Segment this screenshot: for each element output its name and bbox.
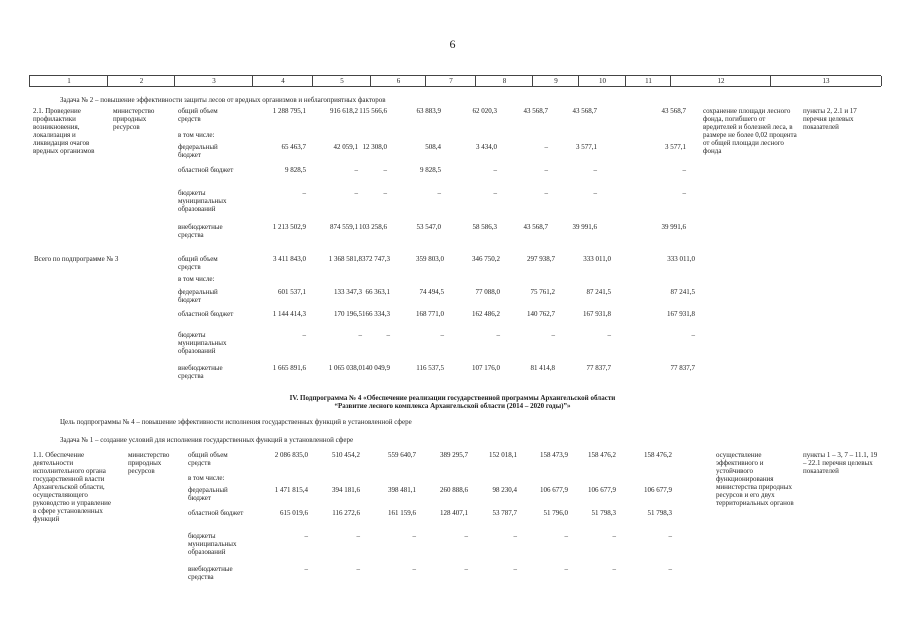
value-cell: –	[304, 565, 308, 573]
value-cell: 106 677,9	[588, 486, 616, 494]
col-header-3: 3	[174, 76, 253, 86]
value-cell: 43 568,7	[661, 107, 686, 115]
value-cell: 98 230,4	[492, 486, 517, 494]
value-cell: 58 586,3	[472, 223, 497, 231]
value-cell: 167 931,8	[667, 310, 695, 318]
value-cell: 140 762,7	[527, 310, 555, 318]
value-cell: –	[356, 532, 360, 540]
value-cell: –	[682, 166, 686, 174]
value-cell: 53 547,0	[416, 223, 441, 231]
result-block2: осуществление эффективного и устойчивого функционирования министерства природных ресурсов и его двух территориальных органов	[716, 451, 794, 507]
row-label: бюджеты муниципальных образований	[188, 532, 237, 556]
value-cell: –	[607, 331, 611, 339]
value-cell: 874 559,1	[330, 223, 358, 231]
value-cell: 398 481,1	[388, 486, 416, 494]
value-cell: –	[464, 532, 468, 540]
row-label: федеральный бюджет	[188, 486, 228, 502]
row-label: в том числе:	[188, 474, 225, 482]
value-cell: 359 803,0	[416, 255, 444, 263]
value-cell: 103 258,6	[359, 223, 387, 231]
value-cell: 77 837,7	[586, 364, 611, 372]
value-cell: 3 577,1	[576, 143, 597, 151]
value-cell: 161 159,6	[388, 509, 416, 517]
value-cell: 167 931,8	[583, 310, 611, 318]
value-cell: 42 059,1	[333, 143, 358, 151]
col-header-1: 1	[29, 76, 108, 86]
value-cell: –	[564, 532, 568, 540]
value-cell: –	[437, 189, 441, 197]
value-cell: –	[593, 189, 597, 197]
activity-1-1: 1.1. Обеспечение деятельности исполнительного органа государственной власти Архангельской области, осуществляющего руководство и управление в сфере установленных функций	[33, 451, 112, 523]
value-cell: 158 476,2	[644, 451, 672, 459]
value-cell: 559 640,7	[388, 451, 416, 459]
value-cell: 53 787,7	[492, 509, 517, 517]
value-cell: 51 798,3	[647, 509, 672, 517]
value-cell: –	[354, 189, 358, 197]
task-1-heading: Задача № 1 – создание условий для исполнения государственных функций в установленной сфере	[60, 436, 354, 444]
value-cell: –	[544, 166, 548, 174]
value-cell: 1 368 581,8	[328, 255, 362, 263]
value-cell: 168 771,0	[416, 310, 444, 318]
subprogram-title-line1: IV. Подпрограмма № 4 «Обеспечение реализации государственной программы Архангельской области	[289, 394, 616, 402]
subprogram-goal: Цель подпрограммы № 4 – повышение эффективности исполнения государственных функций в установленной сфере	[60, 418, 412, 426]
value-cell: 81 414,8	[530, 364, 555, 372]
value-cell: –	[356, 565, 360, 573]
value-cell: 3 411 843,0	[273, 255, 306, 263]
task-2-heading: Задача № 2 – повышение эффективности защиты лесов от вредных организмов и неблагоприятных факторов	[60, 96, 386, 104]
page-number: 6	[449, 37, 456, 51]
value-cell: 1 213 502,9	[272, 223, 306, 231]
row-label: бюджеты муниципальных образований	[178, 331, 227, 355]
subprogram-title-line2: “Развитие лесного комплекса Архангельской области (2014 – 2020 годы)”»	[334, 402, 571, 410]
value-cell: 1 065 038,0	[328, 364, 362, 372]
value-cell: –	[493, 189, 497, 197]
col-header-10: 10	[578, 76, 626, 86]
value-cell: 615 019,6	[280, 509, 308, 517]
value-cell: 1 665 891,6	[272, 364, 306, 372]
value-cell: –	[354, 166, 358, 174]
value-cell: 152 018,1	[489, 451, 517, 459]
value-cell: 87 241,5	[586, 288, 611, 296]
value-cell: 158 476,2	[588, 451, 616, 459]
value-cell: –	[682, 189, 686, 197]
value-cell: 106 677,9	[540, 486, 568, 494]
executor-block1: министерство природных ресурсов	[113, 107, 155, 131]
value-cell: –	[383, 166, 387, 174]
value-cell: –	[668, 532, 672, 540]
value-cell: –	[302, 331, 306, 339]
value-cell: 39 991,6	[572, 223, 597, 231]
value-cell: 77 837,7	[670, 364, 695, 372]
row-label: внебюджетные средства	[178, 364, 223, 380]
value-cell: 75 761,2	[530, 288, 555, 296]
value-cell: 107 176,0	[472, 364, 500, 372]
value-cell: –	[440, 331, 444, 339]
value-cell: 158 473,9	[540, 451, 568, 459]
value-cell: –	[564, 565, 568, 573]
value-cell: 51 796,0	[543, 509, 568, 517]
value-cell: –	[544, 189, 548, 197]
col-header-13: 13	[770, 76, 882, 86]
value-cell: 65 463,7	[281, 143, 306, 151]
value-cell: –	[612, 565, 616, 573]
value-cell: 140 049,9	[362, 364, 390, 372]
value-cell: 372 747,3	[362, 255, 390, 263]
value-cell: –	[691, 331, 695, 339]
value-cell: –	[513, 565, 517, 573]
value-cell: –	[358, 331, 362, 339]
row-label: в том числе:	[178, 275, 215, 283]
value-cell: 297 938,7	[527, 255, 555, 263]
value-cell: 162 486,2	[472, 310, 500, 318]
value-cell: 394 181,6	[332, 486, 360, 494]
row-label: бюджеты муниципальных образований	[178, 189, 227, 213]
value-cell: 166 334,3	[362, 310, 390, 318]
value-cell: 3 434,0	[476, 143, 497, 151]
value-cell: 12 308,0	[362, 143, 387, 151]
col-header-7: 7	[425, 76, 476, 86]
table-header-row	[29, 75, 881, 87]
row-label: общий объем средств	[178, 255, 218, 271]
value-cell: –	[496, 331, 500, 339]
value-cell: 346 750,2	[472, 255, 500, 263]
value-cell: 43 568,7	[572, 107, 597, 115]
row-label: областной бюджет	[188, 509, 244, 517]
value-cell: 62 020,3	[472, 107, 497, 115]
value-cell: 333 011,0	[667, 255, 695, 263]
value-cell: 39 991,6	[661, 223, 686, 231]
total-label: Всего по подпрограмме № 3	[34, 255, 119, 263]
value-cell: –	[383, 189, 387, 197]
row-label: общий объем средств	[178, 107, 218, 123]
value-cell: –	[386, 331, 390, 339]
indicators-block2: пункты 1 – 3, 7 – 11.1, 19 – 22.1 перечня целевых показателей	[803, 451, 878, 475]
value-cell: 77 088,0	[475, 288, 500, 296]
col-header-4: 4	[252, 76, 313, 86]
row-label: общий объем средств	[188, 451, 228, 467]
value-cell: –	[412, 565, 416, 573]
value-cell: 43 568,7	[523, 107, 548, 115]
value-cell: –	[544, 143, 548, 151]
value-cell: –	[302, 189, 306, 197]
value-cell: 508,4	[425, 143, 441, 151]
col-header-8: 8	[475, 76, 533, 86]
value-cell: –	[412, 532, 416, 540]
value-cell: 51 798,3	[591, 509, 616, 517]
value-cell: –	[593, 166, 597, 174]
value-cell: –	[493, 166, 497, 174]
value-cell: 43 568,7	[523, 223, 548, 231]
row-label: федеральный бюджет	[178, 288, 218, 304]
value-cell: 170 196,5	[334, 310, 362, 318]
row-label: областной бюджет	[178, 310, 234, 318]
row-label: внебюджетные средства	[188, 565, 233, 581]
col-header-9: 9	[532, 76, 579, 86]
row-label: внебюджетные средства	[178, 223, 223, 239]
value-cell: 260 888,6	[440, 486, 468, 494]
value-cell: 115 566,6	[359, 107, 387, 115]
executor-block2: министерство природных ресурсов	[128, 451, 170, 475]
indicators-block1: пункты 2, 2.1 и 17 перечня целевых показателей	[803, 107, 857, 131]
result-block1: сохранение площади лесного фонда, погибшего от вредителей и болезней леса, в размере не более 0,02 процента от общей площади лесного фонда	[703, 107, 797, 155]
value-cell: 116 272,6	[332, 509, 360, 517]
col-header-5: 5	[312, 76, 371, 86]
activity-2-1: 2.1. Проведение профилактики возникновения, локализация и ликвидация очагов вредных организмов	[33, 107, 95, 155]
value-cell: 66 363,1	[365, 288, 390, 296]
value-cell: 63 883,9	[416, 107, 441, 115]
value-cell: 389 295,7	[440, 451, 468, 459]
value-cell: 116 537,5	[416, 364, 444, 372]
value-cell: –	[513, 532, 517, 540]
row-label: федеральный бюджет	[178, 143, 218, 159]
value-cell: –	[464, 565, 468, 573]
value-cell: 9 828,5	[420, 166, 441, 174]
row-label: в том числе:	[178, 131, 215, 139]
value-cell: 1 471 815,4	[274, 486, 308, 494]
value-cell: 9 828,5	[285, 166, 306, 174]
value-cell: 1 288 795,1	[272, 107, 306, 115]
value-cell: –	[551, 331, 555, 339]
row-label: областной бюджет	[178, 166, 234, 174]
value-cell: 916 618,2	[330, 107, 358, 115]
value-cell: 74 494,5	[419, 288, 444, 296]
value-cell: 87 241,5	[670, 288, 695, 296]
value-cell: –	[612, 532, 616, 540]
value-cell: 510 454,2	[332, 451, 360, 459]
value-cell: 106 677,9	[644, 486, 672, 494]
col-header-6: 6	[370, 76, 426, 86]
value-cell: 3 577,1	[665, 143, 686, 151]
value-cell: 1 144 414,3	[272, 310, 306, 318]
value-cell: 128 407,1	[440, 509, 468, 517]
col-header-11: 11	[625, 76, 671, 86]
value-cell: –	[304, 532, 308, 540]
value-cell: 133 347,3	[334, 288, 362, 296]
value-cell: 333 011,0	[583, 255, 611, 263]
col-header-12: 12	[670, 76, 771, 86]
value-cell: 601 537,1	[278, 288, 306, 296]
col-header-2: 2	[107, 76, 175, 86]
value-cell: 2 086 835,0	[274, 451, 308, 459]
value-cell: –	[668, 565, 672, 573]
